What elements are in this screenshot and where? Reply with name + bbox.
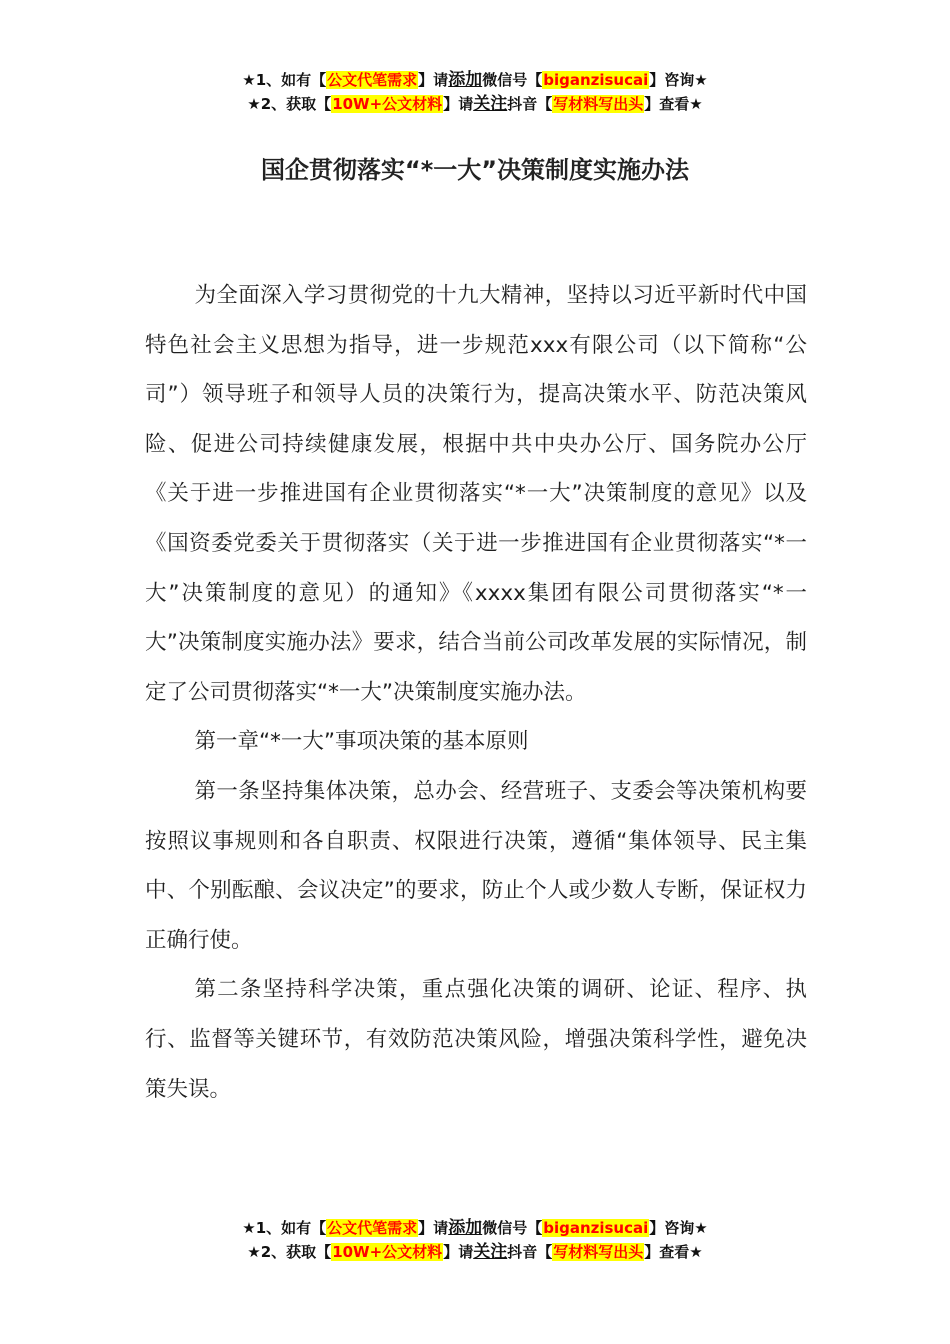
- banner-highlight: 10W+公文材料: [332, 1243, 443, 1261]
- article-1: 第一条坚持集体决策，总办会、经营班子、支委会等决策机构要按照议事规则和各自职责、权限进行决策，遵循“集体领导、民主集中、个别酝酿、会议决定”的要求，防止个人或少数人专断，保证权力正确行使。: [145, 778, 807, 953]
- banner-emphasis: 关注: [473, 94, 508, 114]
- banner-text: 】请: [418, 1219, 449, 1237]
- banner-text: 】请: [443, 1243, 474, 1261]
- banner-text: 】请: [418, 71, 449, 89]
- banner-text: ★2、获取【: [247, 95, 332, 113]
- banner-highlight: biganzisucai: [543, 1219, 649, 1237]
- banner-text: 抖音【: [507, 1243, 553, 1261]
- banner-highlight: biganzisucai: [543, 71, 649, 89]
- banner-text: 抖音【: [507, 95, 553, 113]
- banner-emphasis: 添加: [448, 70, 483, 90]
- banner-text: 】查看★: [644, 95, 703, 113]
- banner-highlight: 写材料写出头: [553, 1243, 644, 1261]
- banner-text: ★2、获取【: [247, 1243, 332, 1261]
- banner-line-2: [0, 92, 950, 116]
- banner-line-1: [0, 68, 950, 92]
- paragraph-intro: 为全面深入学习贯彻党的十九大精神，坚持以习近平新时代中国特色社会主义思想为指导，进一步规范xxx有限公司（以下简称“公司”）领导班子和领导人员的决策行为，提高决策水平、防范决策风险、促进公司持续健康发展，根据中共中央办公厅、国务院办公厅《关于进一步推进国有企业贯彻落实“*一大”决策制度的意见》以及《国资委党委关于贯彻落实（关于进一步推进国有企业贯彻落实“*一大”决策制度的意见）的通知》《xxxx集团有限公司贯彻落实“*一大”决策制度实施办法》要求，结合当前公司改革发展的实际情况，制定了公司贯彻落实“*一大”决策制度实施办法。: [145, 283, 807, 705]
- banner-text: 】请: [443, 95, 474, 113]
- banner-text: 】咨询★: [649, 1219, 708, 1237]
- banner-highlight: 10W+公文材料: [332, 95, 443, 113]
- banner-text: ★1、如有【: [242, 71, 327, 89]
- header-banner: [0, 68, 950, 116]
- banner-text: ★1、如有【: [242, 1219, 327, 1237]
- banner-line-1: [0, 1216, 950, 1240]
- banner-text: 】咨询★: [649, 71, 708, 89]
- banner-text: 微信号【: [482, 1219, 543, 1237]
- banner-emphasis: 关注: [473, 1242, 508, 1262]
- article-2: 第二条坚持科学决策，重点强化决策的调研、论证、程序、执行、监督等关键环节，有效防范决策风险，增强决策科学性，避免决策失误。: [145, 977, 807, 1102]
- footer-banner: [0, 1216, 950, 1264]
- banner-highlight: 公文代笔需求: [327, 1219, 418, 1237]
- banner-text: 微信号【: [482, 71, 543, 89]
- chapter-heading: 第一章“*一大”事项决策的基本原则: [194, 729, 529, 755]
- banner-highlight: 公文代笔需求: [327, 71, 418, 89]
- banner-emphasis: 添加: [448, 1218, 483, 1238]
- banner-line-2: [0, 1240, 950, 1264]
- banner-highlight: 写材料写出头: [553, 95, 644, 113]
- banner-text: 】查看★: [644, 1243, 703, 1261]
- document-body: [145, 271, 807, 1114]
- document-title: 国企贯彻落实“*一大”决策制度实施办法: [260, 156, 690, 184]
